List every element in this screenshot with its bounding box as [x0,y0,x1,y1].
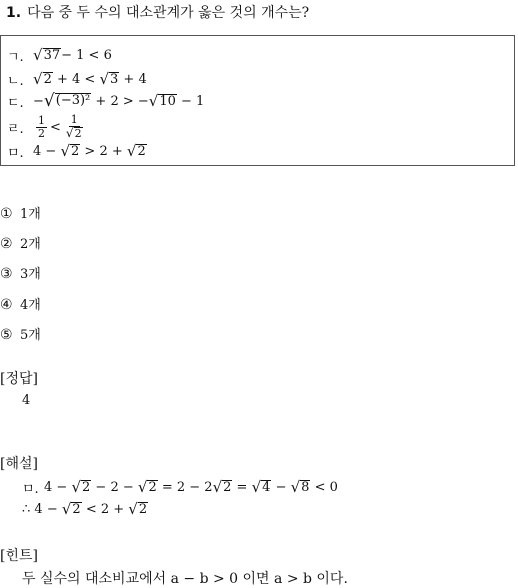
option-text: 5개 [20,328,41,343]
sqrt: √ 10 [148,92,176,110]
option-4[interactable] [0,294,41,313]
statement-marker: ㄷ. [7,96,24,111]
sqrt: √ 3 [99,70,119,88]
sqrt: √ 2 [61,500,81,518]
option-number: ⑤ [0,327,13,343]
option-number: ② [0,236,13,252]
option-text: 1개 [20,207,41,222]
option-number: ③ [0,266,13,282]
statement-marker: ㄱ. [7,50,24,65]
sqrt: √ (−3)² [43,91,91,111]
answer-label: [정답] [0,371,38,387]
statement-d: ㄹ. $\frac{1}{2}$ < 1 √ 2 [7,114,88,140]
question-number: 1. [6,5,22,21]
statement-marker: ㅁ. [7,146,24,161]
sqrt: √ 2 [60,142,80,160]
option-2[interactable] [0,233,41,252]
sqrt: √ 2 [212,478,232,496]
statement-c: ㄷ. − √ (−3)² + 2 > − √ 10 − 1 [7,91,205,111]
question-title [6,2,309,22]
statements-box [0,35,515,166]
question-text: 다음 중 두 수의 대소관계가 옳은 것의 개수는? [27,5,310,21]
explanation-label: [해설] [0,456,38,472]
sqrt: √ 2 [128,500,148,518]
explanation-line-2: ∴ 4 − √ 2 < 2 + √ 2 [22,500,148,518]
sqrt: √ 2 [137,478,157,496]
sqrt: √ 4 [251,478,271,496]
explanation-marker: ㅁ. [22,482,39,497]
sqrt: √ 8 [290,478,310,496]
option-number: ① [0,206,13,222]
statement-b: ㄴ. √ 2 + 4 < √ 3 + 4 [7,70,147,89]
option-5[interactable] [0,324,41,343]
option-number: ④ [0,297,13,313]
sqrt: √ 2 [33,70,52,88]
answer-value: 4 [22,393,31,408]
option-3[interactable] [0,263,41,282]
sqrt: √ 2 [71,478,91,496]
statement-e: ㅁ. 4 − √ 2 > 2 + √ 2 [7,142,146,161]
therefore-symbol: ∴ [22,502,31,517]
statement-a: ㄱ. √ 37 − 1 < 6 [7,46,112,65]
fraction: 1 √ 2 [65,113,82,141]
statement-marker: ㄴ. [7,74,24,89]
sqrt: √ 37 [33,46,61,64]
option-text: 2개 [20,237,41,252]
hint-text: 두 실수의 대소비교에서 a − b > 0 이면 a > b 이다. [22,571,348,587]
option-text: 3개 [20,267,41,282]
option-text: 4개 [20,298,41,313]
sqrt: √ 2 [126,142,146,160]
statement-marker: ㄹ. [7,121,24,137]
option-1[interactable] [0,203,41,222]
fraction: $\frac{1}{2}$ [38,113,45,140]
hint-label: [힌트] [0,548,38,564]
explanation-line-1: ㅁ. 4 − √ 2 − 2 − √ 2 = 2 − 2 √ 2 = √ 4 − √ 8 < 0 [22,478,338,497]
sqrt: √ 2 [65,126,82,141]
